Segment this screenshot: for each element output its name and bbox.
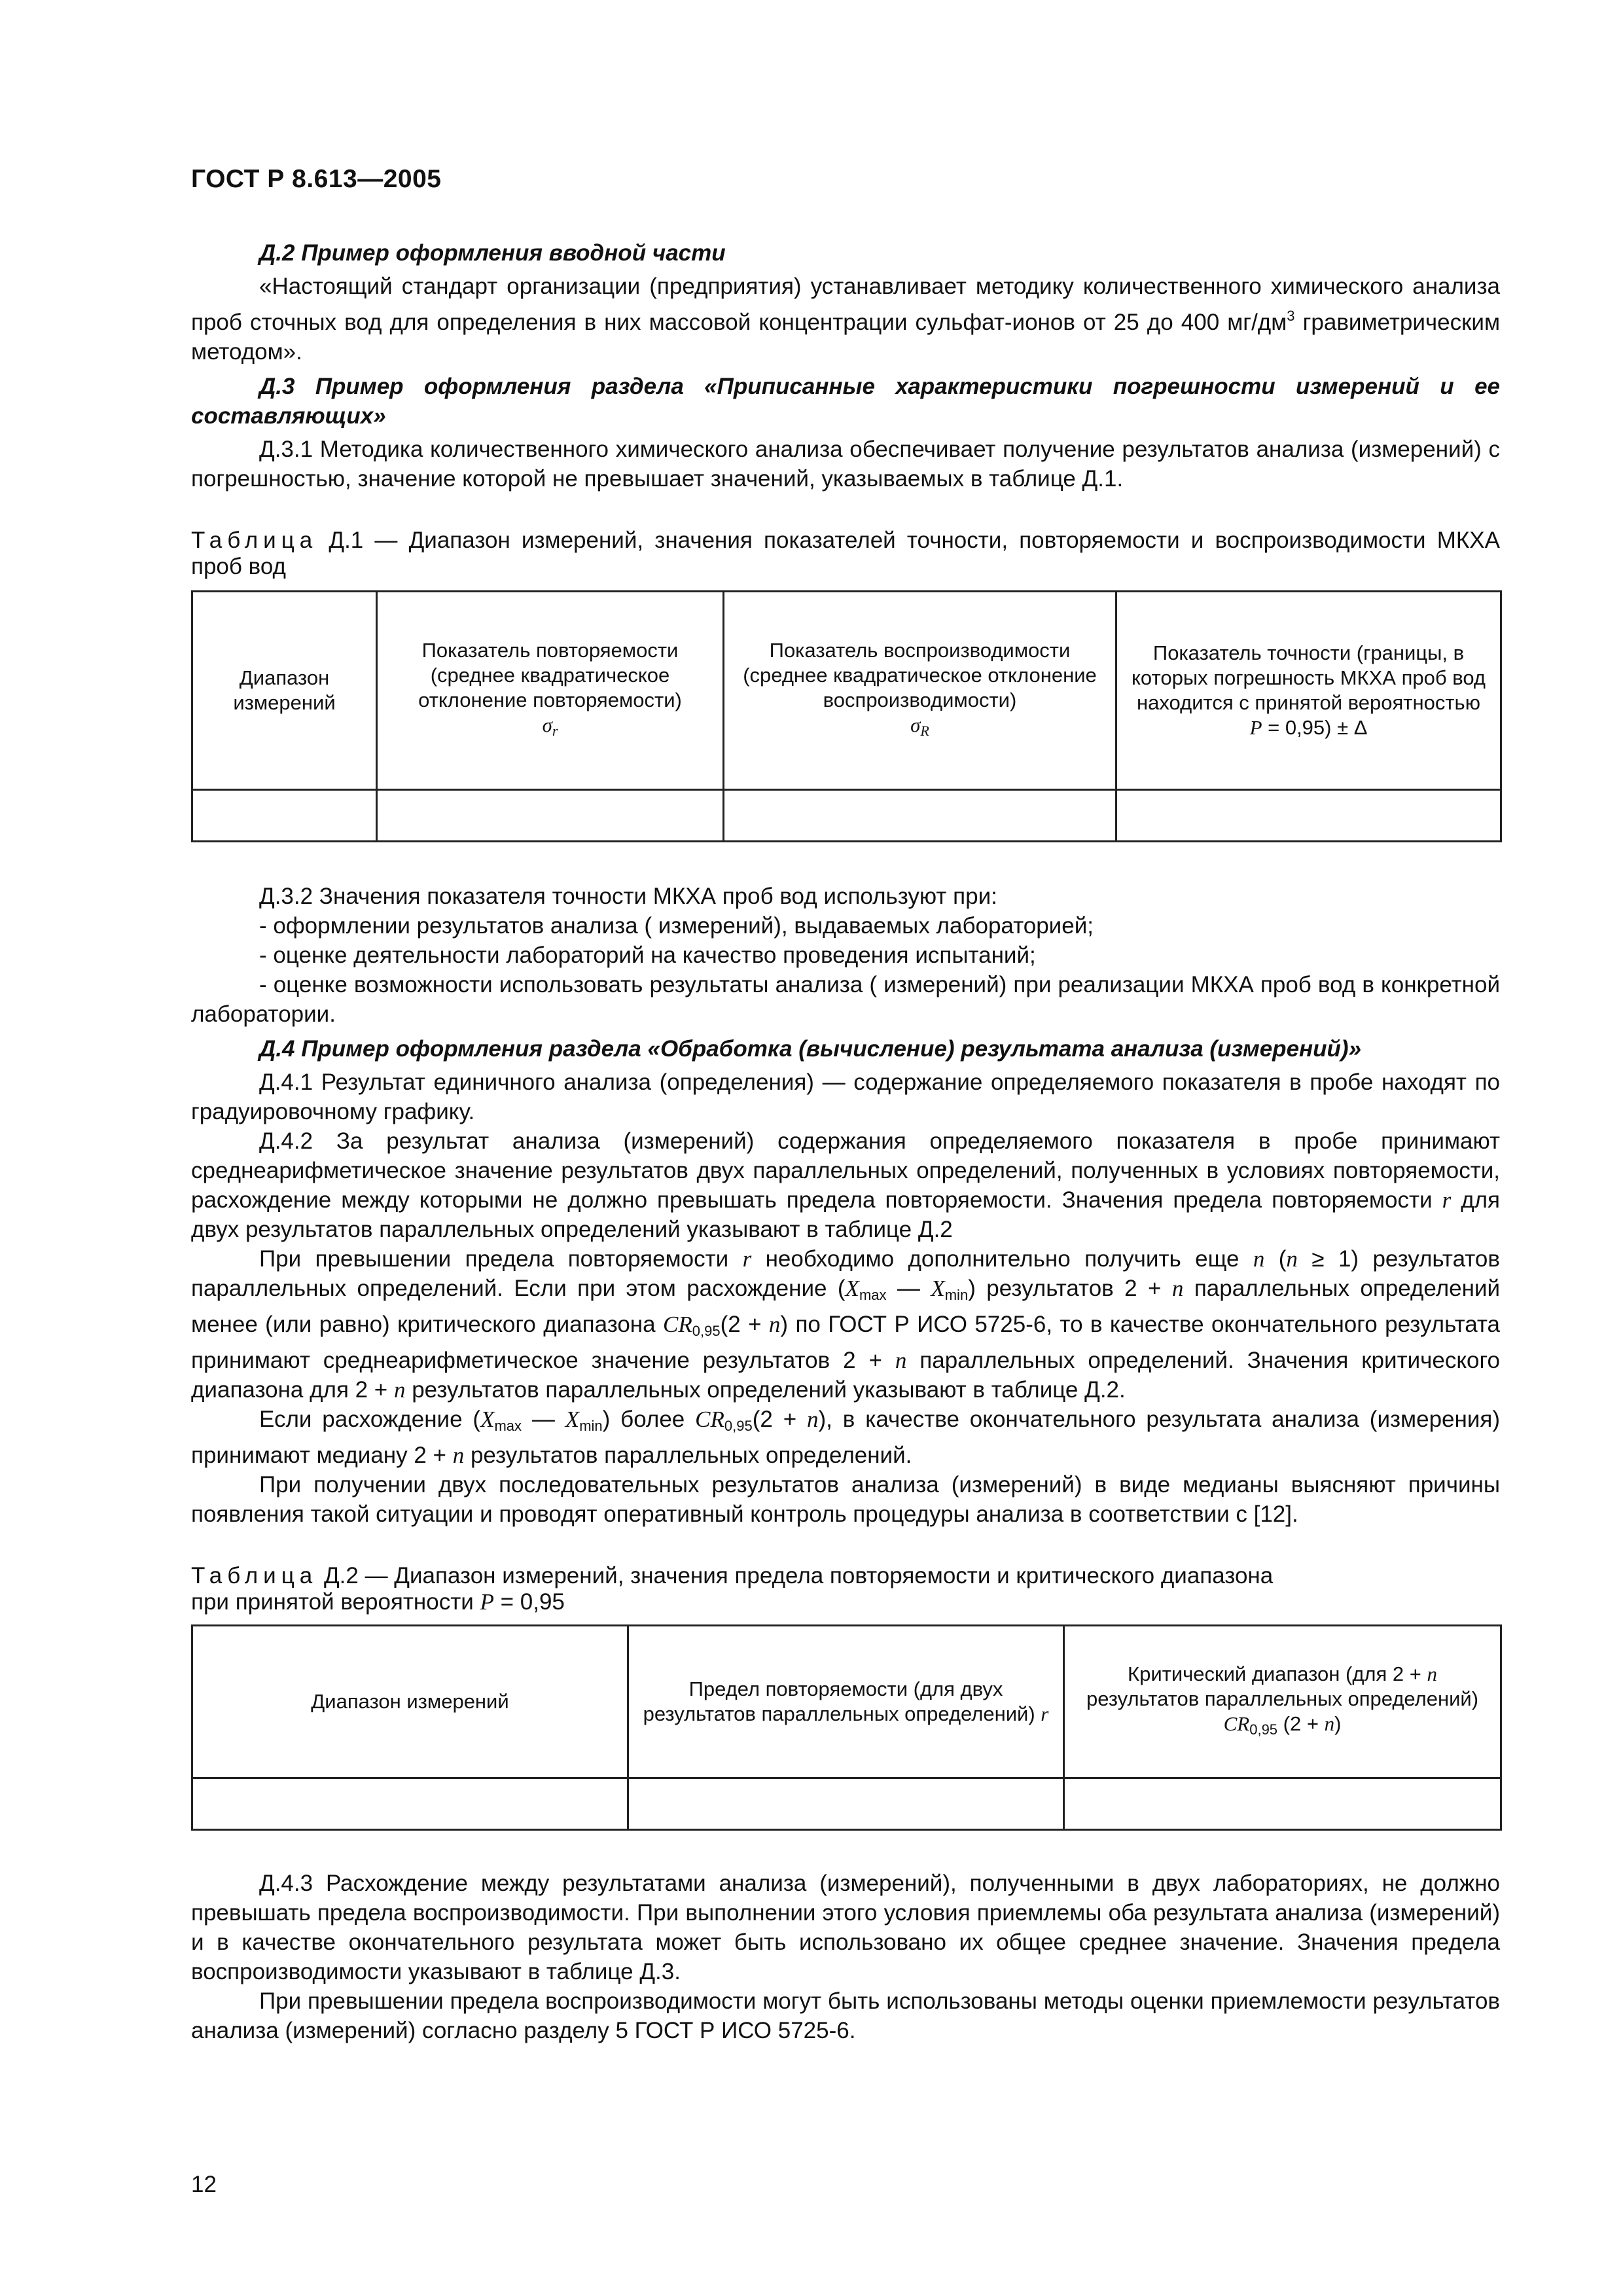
table2-caption: Таблица Д.2 — Диапазон измерений, значения предела повторяемости и критического диапазона при принятой вероятности P = 0,95 <box>191 1563 1274 1615</box>
paragraph-d4-3: Д.4.3 Расхождение между результатами анализа (измерений), полученными в двух лабораториях, не должно превышать предела воспроизводимости. При выполнении этого условия приемлемы оба результата анализа (измерений) и в качестве окончательного результата может быть использовано их общее среднее значение. Значения предела воспроизводимости указывают в таблице Д.3. <box>191 1871 1500 1984</box>
paragraph-d4-2-excess: При превышении предела повторяемости r необходимо дополнительно получить еще n (n ≥ 1) результатов параллельных определений. Если при этом расхождение ($X_{max}$ — $X_{min}$) результатов 2 + n параллельных определений менее (или равно) критического диапазона $CR_{0,95}(2 + n)$ по ГОСТ Р ИСО 5725-6, то в качестве окончательного результата принимают среднеарифметическое значение результатов 2 + n параллельных определений. Значения критического диапазона для 2 + n результатов параллельных определений указывают в таблице Д.2. <box>191 1246 1501 1403</box>
list-item: - оформлении результатов анализа ( измерений), выдаваемых лабораторией; <box>259 913 1094 939</box>
table1-caption: Таблица Д.1 — Диапазон измерений, значения показателей точности, повторяемости и воспроизводимости МКХА проб вод <box>191 528 1500 579</box>
table-cell <box>192 790 377 842</box>
table-row <box>192 1778 1501 1830</box>
page-body <box>191 236 1500 2045</box>
paragraph-d4-2-median: Если расхождение ($X_{max}$ — $X_{min}$) более $CR_{0,95}(2 + n)$, в качестве окончательного результата анализа (измерения) принимают медиану 2 + n результатов параллельных определений. <box>191 1407 1500 1468</box>
paragraph-d4-1: Д.4.1 Результат единичного анализа (определения) — содержание определяемого показателя в пробе находят по градуировочному графику. <box>191 1069 1500 1124</box>
list-item: - оценке возможности использовать результаты анализа ( измерений) при реализации МКХА проб вод в конкретной лаборатории. <box>191 972 1500 1027</box>
table2-header-critical-range: Критический диапазон (для 2 + n результатов параллельных определений) $CR_{0,95}$ (2 + n) <box>1064 1626 1501 1778</box>
table1-header-accuracy: Показатель точности (границы, в которых погрешность МКХА проб вод находится с принятой вероятностью P = 0,95) ± Δ <box>1116 592 1501 790</box>
section-heading-d3: Д.3 Пример оформления раздела «Приписанные характеристики погрешности измерений и ее составляющих» <box>191 374 1500 429</box>
section-heading-d4: Д.4 Пример оформления раздела «Обработка (вычисление) результата анализа (измерений)» <box>259 1036 1362 1062</box>
table-cell <box>1064 1778 1501 1830</box>
table1-header-repeatability: Показатель повторяемости (среднее квадратическое отклонение повторяемости) $\sigma_r$ <box>377 592 724 790</box>
table1-header-reproducibility: Показатель воспроизводимости (среднее квадратическое отклонение воспроизводимости) $\sigma_R$ <box>724 592 1116 790</box>
paragraph-d3-1: Д.3.1 Методика количественного химического анализа обеспечивает получение результатов анализа (измерений) с погрешностью, значение которой не превышает значений, указываемых в таблице Д.1. <box>191 437 1500 492</box>
section-heading-d2: Д.2 Пример оформления вводной части <box>259 240 726 266</box>
table2-header-range: Диапазон измерений <box>192 1626 628 1778</box>
table2-header-repeatability-limit: Предел повторяемости (для двух результатов параллельных определений) r <box>628 1626 1064 1778</box>
table-cell <box>724 790 1116 842</box>
table-row <box>192 592 1501 790</box>
paragraph-d2-intro: «Настоящий стандарт организации (предприятия) устанавливает методику количественного химического анализа проб сточных вод для определения в них массовой концентрации сульфат-ионов от 25 до 400 $мг/дм^3$ гравиметрическим методом». <box>191 274 1501 365</box>
table-d1 <box>191 590 1502 842</box>
paragraph-d4-2-control: При получении двух последовательных результатов анализа (измерений) в виде медианы выясняют причины появления такой ситуации и проводят оперативный контроль процедуры анализа в соответствии с [12]. <box>191 1472 1500 1527</box>
table1-header-range: Диапазон измерений <box>192 592 377 790</box>
table-cell <box>628 1778 1064 1830</box>
table-cell <box>1116 790 1501 842</box>
page-number: 12 <box>191 2172 217 2197</box>
paragraph-d4-2: Д.4.2 За результат анализа (измерений) содержания определяемого показателя в пробе принимают среднеарифметическое значение результатов двух параллельных определений, полученных в условиях повторяемости, расхождение между которыми не должно превышать предела повторяемости. Значения предела повторяемости r для двух результатов параллельных определений указывают в таблице Д.2 <box>191 1128 1500 1242</box>
table-row <box>192 790 1501 842</box>
paragraph-d3-2: Д.3.2 Значения показателя точности МКХА проб вод используют при: <box>259 884 997 909</box>
table-cell <box>192 1778 628 1830</box>
table-row <box>192 1626 1501 1778</box>
table-d2 <box>191 1624 1502 1831</box>
list-item: - оценке деятельности лабораторий на качество проведения испытаний; <box>259 942 1036 968</box>
page-header-doc-id: ГОСТ Р 8.613—2005 <box>191 165 442 193</box>
table-cell <box>377 790 724 842</box>
paragraph-d4-3-excess: При превышении предела воспроизводимости могут быть использованы методы оценки приемлемости результатов анализа (измерений) согласно разделу 5 ГОСТ Р ИСО 5725-6. <box>191 1988 1500 2043</box>
